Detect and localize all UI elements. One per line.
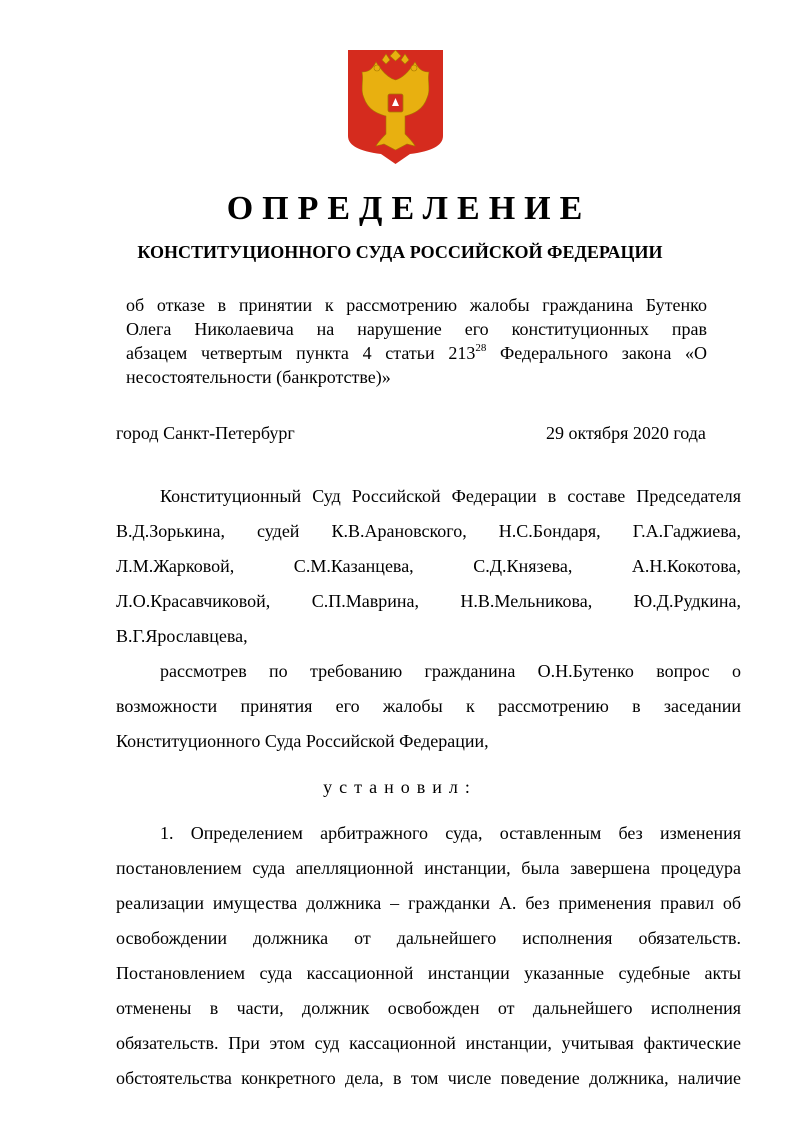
subject-line-part: Федерального закона «О xyxy=(486,343,707,363)
composition-line: Л.М.Жарковой, С.М.Казанцева, С.Д.Князева, А.Н.Кокотова, xyxy=(116,556,741,576)
consideration-line: Конституционного Суда Российской Федерации, xyxy=(116,731,489,751)
paragraph-line: обстоятельства конкретного дела, в том числе поведение должника, наличие xyxy=(116,1068,741,1088)
paragraph-line: постановлением суда апелляционной инстанции, была завершена процедура xyxy=(116,858,741,878)
paragraph-line: освобождении должника от дальнейшего исполнения обязательств. xyxy=(116,928,741,948)
document-title: ОПРЕДЕЛЕНИЕ xyxy=(226,190,592,227)
paragraph-line: 1. Определением арбитражного суда, оставленным без изменения xyxy=(160,823,741,843)
composition-line: В.Д.Зорькина, судей К.В.Арановского, Н.С.Бондаря, Г.А.Гаджиева, xyxy=(116,521,741,541)
subject-line: Олега Николаевича на нарушение его конституционных прав xyxy=(126,319,707,339)
composition-line: В.Г.Ярославцева, xyxy=(116,626,248,646)
composition-line: Конституционный Суд Российской Федерации в составе Председателя xyxy=(160,486,741,506)
coat-of-arms-emblem xyxy=(348,50,443,164)
subject-line xyxy=(126,341,707,365)
consideration-line: рассмотрев по требованию гражданина О.Н.Бутенко вопрос о xyxy=(160,661,741,681)
article-superscript: 28 xyxy=(475,342,487,354)
paragraph-line: обязательств. При этом суд кассационной инстанции, учитывая фактические xyxy=(116,1033,741,1053)
decision-subject xyxy=(126,293,707,389)
subject-line-part: абзацем четвертым пункта 4 статьи 213 xyxy=(126,343,476,363)
date-label: 29 октября 2020 года xyxy=(546,423,706,443)
paragraph-line: реализации имущества должника – гражданки А. без применения правил об xyxy=(116,893,741,913)
court-name: КОНСТИТУЦИОННОГО СУДА РОССИЙСКОЙ ФЕДЕРАЦИИ xyxy=(137,242,663,262)
city-label: город Санкт-Петербург xyxy=(116,423,295,443)
paragraph-line: Постановлением суда кассационной инстанции указанные судебные акты xyxy=(116,963,741,983)
paragraph-line: отменены в части, должник освобожден от дальнейшего исполнения xyxy=(116,998,741,1018)
subject-line: об отказе в принятии к рассмотрению жалобы гражданина Бутенко xyxy=(126,295,707,315)
subject-line: несостоятельности (банкротстве)» xyxy=(126,367,391,387)
established-heading: установил: xyxy=(323,777,477,797)
consideration-line: возможности принятия его жалобы к рассмотрению в заседании xyxy=(116,696,741,716)
composition-line: Л.О.Красавчиковой, С.П.Маврина, Н.В.Мельникова, Ю.Д.Рудкина, xyxy=(116,591,741,611)
